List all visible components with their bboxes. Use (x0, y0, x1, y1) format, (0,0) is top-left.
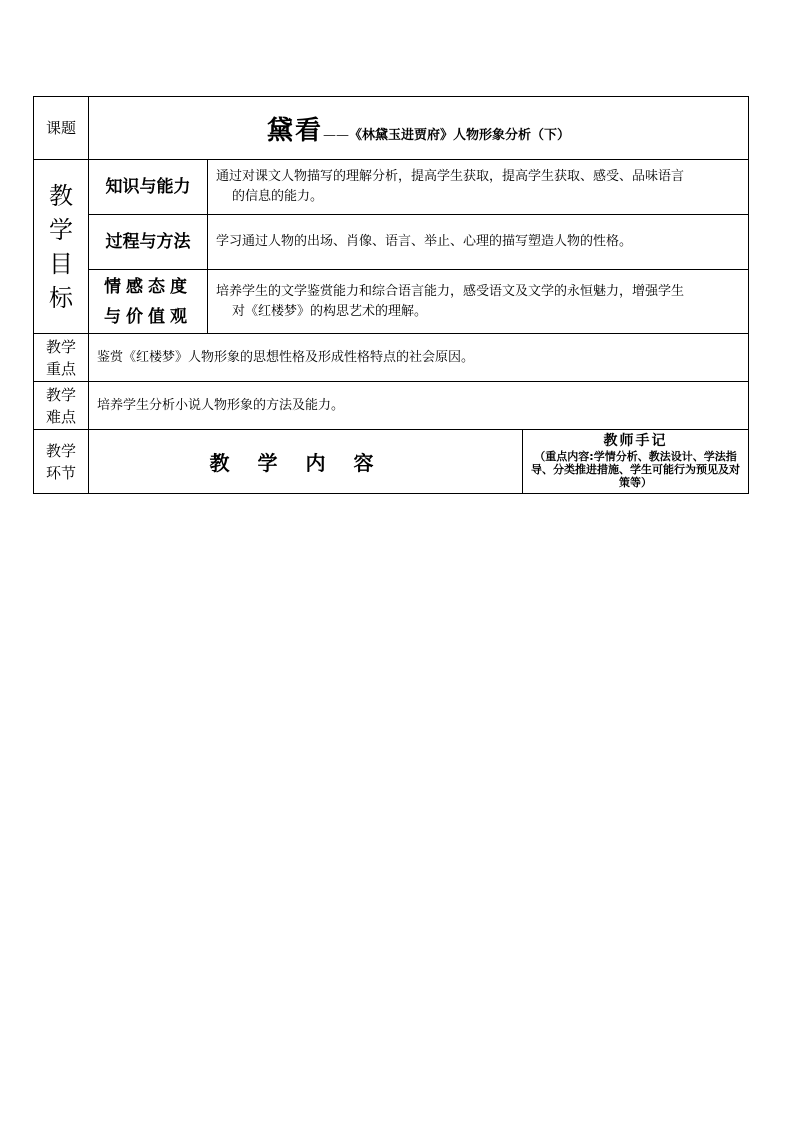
objectives-label-char: 标 (49, 283, 73, 312)
objective-label-attitude (89, 270, 208, 334)
objective-text-line: 学习通过人物的出场、肖像、语言、举止、心理的描写塑造人物的性格。 (216, 234, 633, 249)
key-point-label-line: 重点 (45, 359, 76, 378)
objective-label-knowledge: 知识与能力 (89, 160, 208, 215)
objective-text-line: 通过对课文人物描写的理解分析，提高学生获取，提高学生获取、感受、品味语言 (216, 169, 685, 184)
topic-row (34, 97, 749, 160)
objective-label-line: 与价值观 (104, 306, 192, 327)
difficulty-label-line: 教学 (45, 385, 76, 404)
difficulty-label (34, 382, 89, 430)
lesson-title-dash: —— (323, 127, 349, 143)
lesson-title (89, 97, 749, 160)
objective-row-knowledge (34, 160, 749, 215)
objective-row-attitude (34, 270, 749, 334)
objectives-label-char: 目 (49, 249, 73, 278)
topic-label: 课题 (34, 97, 89, 160)
difficulty-text: 培养学生分析小说人物形象的方法及能力。 (89, 382, 749, 430)
objectives-label (34, 160, 89, 334)
lesson-plan-table (33, 96, 749, 494)
objective-row-process (34, 215, 749, 270)
teacher-notes-header (523, 430, 749, 494)
key-point-row (34, 334, 749, 382)
difficulty-label-line: 难点 (45, 407, 76, 426)
teaching-section-label-line: 教学 (45, 441, 76, 460)
objective-text-knowledge (208, 160, 749, 215)
objective-text-process (208, 215, 749, 270)
key-point-text: 鉴赏《红楼梦》人物形象的思想性格及形成性格特点的社会原因。 (89, 334, 749, 382)
objectives-label-char: 学 (49, 215, 73, 244)
lesson-title-sub: 《林黛玉进贾府》人物形象分析（下） (349, 127, 571, 143)
objective-label-line: 情感态度 (104, 276, 192, 297)
teaching-content-heading: 教学内容 (89, 430, 523, 494)
teacher-notes-detail: （重点内容:学情分析、教法设计、学法指导、分类推进措施、学生可能行为预见及对策等） (531, 449, 740, 489)
teaching-section-label-line: 环节 (45, 463, 76, 482)
objective-text-attitude (208, 270, 749, 334)
lesson-title-main: 黛看 (266, 115, 323, 146)
objectives-label-char: 教 (49, 181, 73, 210)
objective-text-line: 的信息的能力。 (232, 189, 324, 204)
teacher-notes-title: 教师手记 (603, 432, 668, 449)
key-point-label-line: 教学 (45, 337, 76, 356)
teaching-section-label (34, 430, 89, 494)
difficulty-row (34, 382, 749, 430)
teaching-section-row (34, 430, 749, 494)
objective-label-process: 过程与方法 (89, 215, 208, 270)
objective-text-line: 对《红楼梦》的构思艺术的理解。 (232, 303, 428, 319)
objective-text-line: 培养学生的文学鉴赏能力和综合语言能力，感受语文及文学的永恒魅力，增强学生 (216, 283, 685, 299)
key-point-label (34, 334, 89, 382)
